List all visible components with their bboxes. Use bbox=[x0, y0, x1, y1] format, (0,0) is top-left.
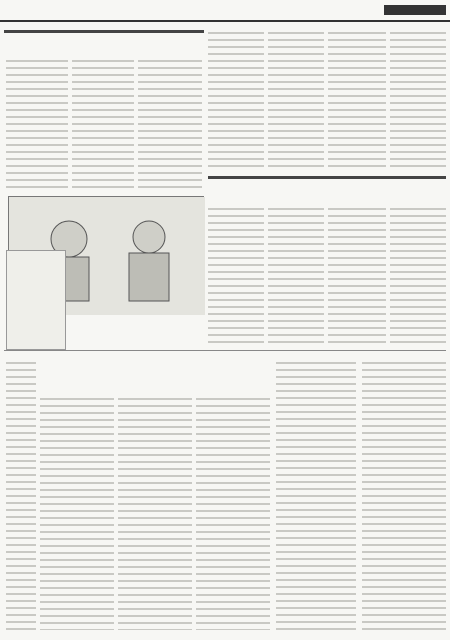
article-column bbox=[328, 30, 386, 170]
article-column bbox=[196, 396, 270, 630]
article-column bbox=[40, 396, 114, 630]
article-column bbox=[6, 360, 36, 630]
article-column bbox=[268, 30, 324, 170]
masthead bbox=[0, 0, 450, 22]
article-column bbox=[268, 206, 324, 346]
main-headline bbox=[40, 360, 270, 388]
article-column bbox=[276, 360, 356, 630]
article-column bbox=[208, 30, 264, 170]
right-headline bbox=[208, 180, 446, 202]
newspaper-logo bbox=[384, 2, 446, 17]
side-box bbox=[6, 250, 66, 350]
article-column bbox=[138, 58, 202, 188]
headline-band bbox=[4, 30, 204, 33]
article-column bbox=[362, 360, 446, 630]
article-column bbox=[390, 206, 446, 346]
article-column bbox=[118, 396, 192, 630]
top-left-headline bbox=[8, 34, 188, 54]
article-column bbox=[6, 58, 68, 188]
article-column bbox=[390, 30, 446, 170]
article-column bbox=[328, 206, 386, 346]
article-column bbox=[72, 58, 134, 188]
headline-band bbox=[208, 176, 446, 179]
article-column bbox=[208, 206, 264, 346]
section-divider bbox=[4, 350, 446, 351]
